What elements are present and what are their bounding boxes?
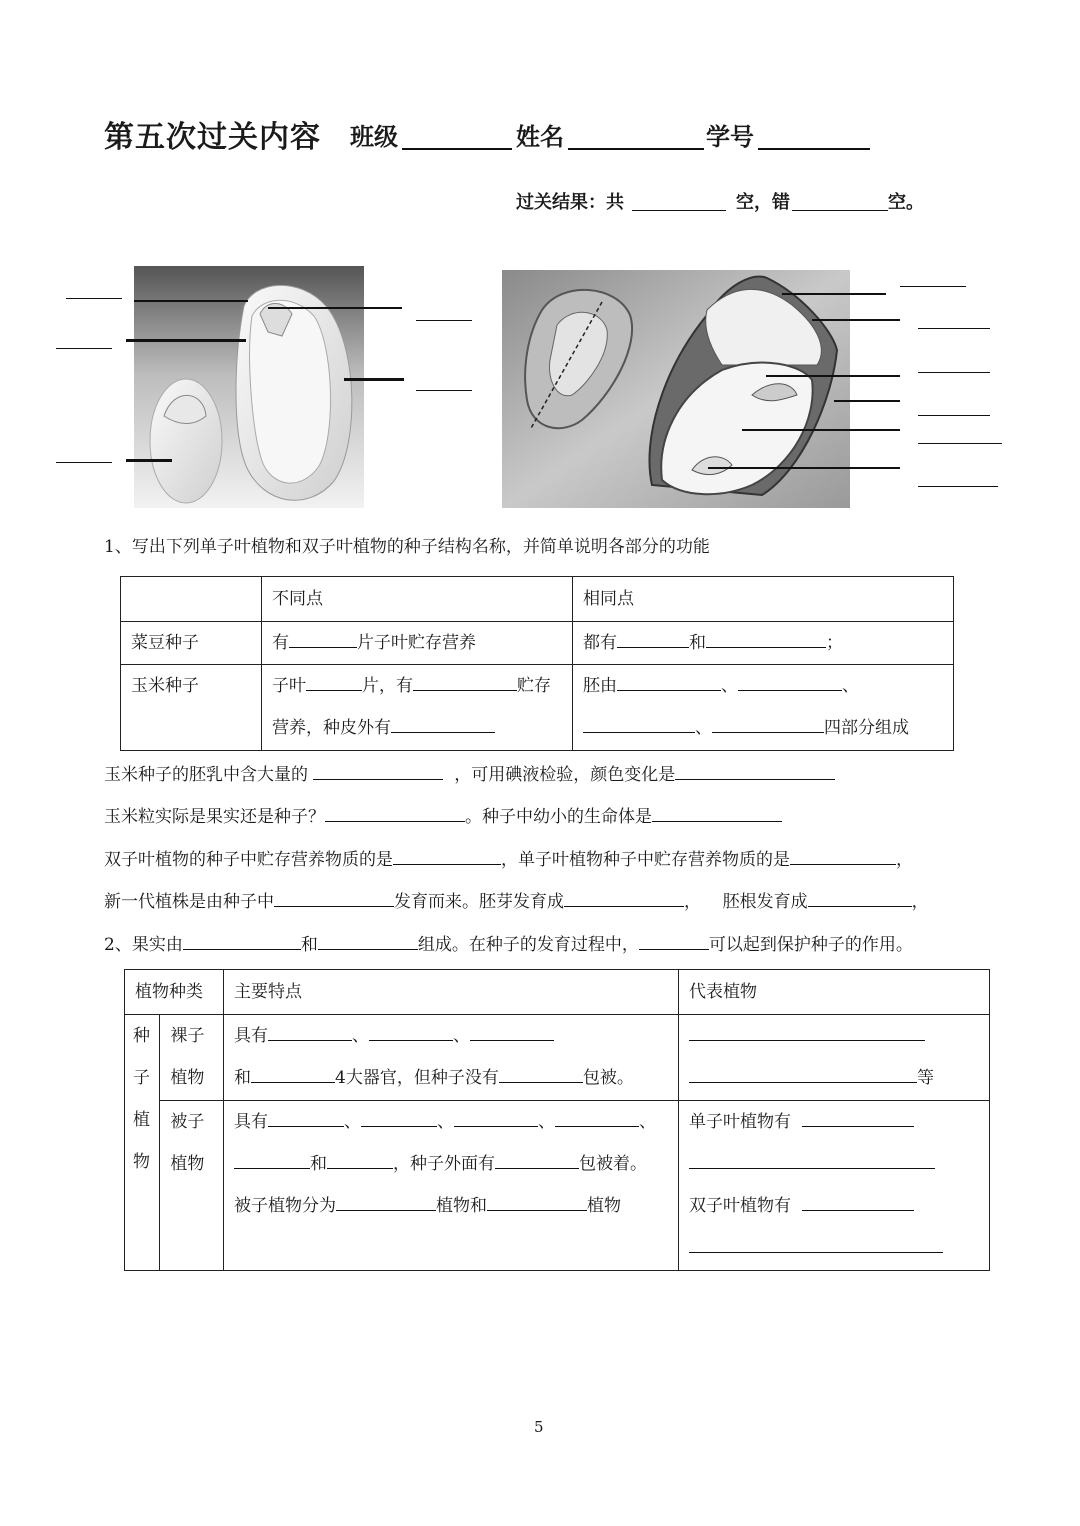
- gymnosperm-examples: [679, 1015, 990, 1101]
- corn-diff-b: 片，有: [362, 676, 413, 696]
- blank[interactable]: [454, 1107, 538, 1127]
- text: 胚根发育成: [722, 892, 808, 912]
- corn-label-blank[interactable]: [918, 443, 1002, 444]
- sep: 、: [695, 718, 712, 738]
- leader-line: [126, 339, 246, 342]
- leader-line: [742, 429, 900, 431]
- sep: 、: [639, 1112, 656, 1132]
- text: 包被。: [582, 1068, 634, 1088]
- plant-classification-table: [124, 969, 990, 1271]
- bean-label-blank[interactable]: [56, 462, 112, 463]
- corn-diff-d: 营养，种皮外有: [272, 718, 391, 738]
- text: 组成。在种子的发育过程中，: [417, 935, 639, 955]
- angiosperm-label: [160, 1101, 224, 1271]
- blank[interactable]: [689, 1021, 925, 1041]
- blank[interactable]: [675, 760, 835, 780]
- seed-plant-label: [125, 1015, 160, 1271]
- blank[interactable]: [706, 628, 826, 648]
- result-suffix: 空。: [888, 192, 924, 213]
- sep: 、: [352, 1026, 369, 1046]
- same-c: ；: [826, 633, 843, 653]
- q1-line-3: [104, 845, 913, 870]
- student-id-field[interactable]: [758, 120, 870, 150]
- text: 发育而来。胚芽发育成: [394, 892, 564, 912]
- blank[interactable]: [689, 1149, 935, 1169]
- blank[interactable]: [251, 1063, 335, 1083]
- leader-line: [782, 293, 886, 295]
- seed-comparison-table: [120, 576, 954, 751]
- text: 单子叶植物有: [689, 1112, 791, 1132]
- blank[interactable]: [393, 845, 501, 865]
- embryo-a: 胚由: [583, 676, 617, 696]
- blank[interactable]: [689, 1233, 943, 1253]
- sep: 、: [453, 1026, 470, 1046]
- sep: 、: [437, 1112, 454, 1132]
- text: 裸子: [170, 1026, 205, 1046]
- blank[interactable]: [617, 628, 689, 648]
- page-number: 5: [534, 1418, 544, 1436]
- text: 具有: [234, 1026, 268, 1046]
- blank[interactable]: [325, 802, 465, 822]
- blank[interactable]: [738, 671, 842, 691]
- leader-line: [812, 319, 900, 321]
- corn-label-blank[interactable]: [918, 486, 998, 487]
- leader-line: [134, 300, 248, 302]
- text: 和: [234, 1068, 251, 1088]
- same-a: 都有: [583, 633, 617, 653]
- text: 植物: [587, 1196, 621, 1216]
- sep: 、: [842, 676, 859, 696]
- page-title: 第五次过关内容: [104, 120, 321, 155]
- char: 植: [133, 1110, 150, 1130]
- q2-prompt: [104, 930, 913, 955]
- leader-line: [766, 375, 900, 377]
- bean-seed-illustration: [134, 266, 364, 508]
- text: 玉米种子的胚乳中含大量的: [104, 765, 308, 785]
- student-id-label: 学号: [706, 123, 754, 151]
- blank[interactable]: [289, 628, 357, 648]
- corn-label-blank[interactable]: [918, 415, 990, 416]
- leader-line: [708, 467, 900, 469]
- blank[interactable]: [361, 1107, 437, 1127]
- blank[interactable]: [369, 1021, 453, 1041]
- blank[interactable]: [327, 1149, 393, 1169]
- blank[interactable]: [274, 887, 394, 907]
- text: ，: [896, 850, 913, 870]
- gymnosperm-features: [224, 1015, 679, 1101]
- angiosperm-features: [224, 1101, 679, 1271]
- sep: 、: [721, 676, 738, 696]
- text: 新一代植株是由种子中: [104, 892, 274, 912]
- bean-label-blank[interactable]: [56, 348, 112, 349]
- class-field[interactable]: [402, 120, 512, 150]
- text: ，种子外面有: [393, 1154, 495, 1174]
- col-header-diff: 不同点: [262, 577, 573, 622]
- leader-line: [126, 459, 172, 462]
- char: 物: [133, 1152, 150, 1172]
- bean-diff-a: 有: [272, 633, 289, 653]
- bean-label-blank[interactable]: [66, 298, 122, 299]
- blank[interactable]: [487, 1191, 587, 1211]
- angiosperm-examples: [679, 1101, 990, 1271]
- text: ，单子叶植物种子中贮存营养物质的是: [501, 850, 790, 870]
- corn-label-blank[interactable]: [900, 286, 966, 287]
- char: 种: [133, 1026, 150, 1046]
- bean-diff-cell: [262, 622, 573, 665]
- leader-line: [344, 378, 404, 381]
- blank[interactable]: [564, 887, 684, 907]
- corn-diff-cell: [262, 665, 573, 751]
- q1-prompt: 1、写出下列单子叶植物和双子叶植物的种子结构名称，并简单说明各部分的功能: [104, 537, 710, 557]
- blank[interactable]: [802, 1191, 914, 1211]
- corn-seed-illustration: [502, 270, 850, 508]
- col-header-same: 相同点: [573, 577, 954, 622]
- text: 等: [917, 1068, 934, 1088]
- sep: 、: [538, 1112, 555, 1132]
- blank[interactable]: [583, 713, 695, 733]
- same-b: 和: [689, 633, 706, 653]
- row-label-bean: 菜豆种子: [121, 622, 262, 665]
- name-label: 姓名: [516, 123, 564, 151]
- blank[interactable]: [391, 713, 495, 733]
- col-header-rep: 代表植物: [679, 970, 990, 1015]
- blank[interactable]: [268, 1021, 352, 1041]
- blank[interactable]: [183, 930, 301, 950]
- text: 4大器官，但种子没有: [335, 1068, 499, 1088]
- corn-diff-c: 贮存: [517, 676, 551, 696]
- embryo-cell: [573, 665, 954, 751]
- blank[interactable]: [652, 802, 782, 822]
- leader-line: [834, 400, 900, 402]
- blank[interactable]: [555, 1107, 639, 1127]
- corn-diff-a: 子叶: [272, 676, 306, 696]
- text: 植物和: [436, 1196, 487, 1216]
- wrong-blanks-field[interactable]: [792, 210, 888, 211]
- row-label-corn: 玉米种子: [121, 665, 262, 751]
- blank[interactable]: [336, 1191, 436, 1211]
- text: 和: [310, 1154, 327, 1174]
- blank[interactable]: [639, 930, 709, 950]
- q1-line-2: [104, 802, 782, 827]
- blank[interactable]: [499, 1063, 583, 1083]
- text: ，: [911, 892, 929, 912]
- blank[interactable]: [689, 1063, 917, 1083]
- text: 。种子中幼小的生命体是: [465, 807, 652, 827]
- col-header-feature: 主要特点: [224, 970, 679, 1015]
- blank[interactable]: [712, 713, 824, 733]
- text: 2、果实由: [104, 935, 183, 955]
- name-field[interactable]: [568, 120, 704, 150]
- text: 玉米粒实际是果实还是种子？: [104, 807, 325, 827]
- blank[interactable]: [313, 760, 443, 780]
- q1-line-4: [104, 887, 929, 912]
- char: 子: [133, 1068, 150, 1088]
- blank[interactable]: [413, 671, 517, 691]
- blank[interactable]: [617, 671, 721, 691]
- blank[interactable]: [306, 671, 362, 691]
- same-cell-a: [573, 622, 954, 665]
- sep: 、: [344, 1112, 361, 1132]
- col-header-type: 植物种类: [125, 970, 224, 1015]
- blank[interactable]: [808, 887, 912, 907]
- bean-label-blank[interactable]: [416, 320, 472, 321]
- total-blanks-field[interactable]: [632, 210, 726, 211]
- blank[interactable]: [495, 1149, 579, 1169]
- corn-label-blank[interactable]: [918, 372, 990, 373]
- text: 可以起到保护种子的作用。: [708, 935, 913, 955]
- blank[interactable]: [234, 1149, 310, 1169]
- text: 被子: [170, 1112, 205, 1132]
- bean-label-blank[interactable]: [416, 390, 472, 391]
- text: 和: [300, 935, 318, 955]
- blank[interactable]: [802, 1107, 914, 1127]
- blank[interactable]: [268, 1107, 344, 1127]
- gymnosperm-label: [160, 1015, 224, 1101]
- text: 双子叶植物的种子中贮存营养物质的是: [104, 850, 393, 870]
- q1-line-1: [104, 760, 835, 785]
- text: 植物: [170, 1068, 205, 1088]
- blank[interactable]: [470, 1021, 554, 1041]
- class-label: 班级: [350, 123, 398, 151]
- blank[interactable]: [790, 845, 896, 865]
- text: 具有: [234, 1112, 268, 1132]
- table-corner: [121, 577, 262, 622]
- leader-line: [268, 307, 402, 309]
- result-prefix: 过关结果：共: [516, 192, 624, 213]
- text: 植物: [170, 1154, 205, 1174]
- bean-diff-b: 片子叶贮存营养: [357, 633, 476, 653]
- text: 包被着。: [579, 1154, 647, 1174]
- result-mid: 空，错: [736, 192, 790, 213]
- text: ，可用碘液检验，颜色变化是: [454, 765, 676, 785]
- text: ，: [684, 892, 701, 912]
- embryo-end: 四部分组成: [824, 718, 909, 738]
- corn-label-blank[interactable]: [918, 328, 990, 329]
- text: 被子植物分为: [234, 1196, 336, 1216]
- text: 双子叶植物有: [689, 1196, 791, 1216]
- blank[interactable]: [318, 930, 418, 950]
